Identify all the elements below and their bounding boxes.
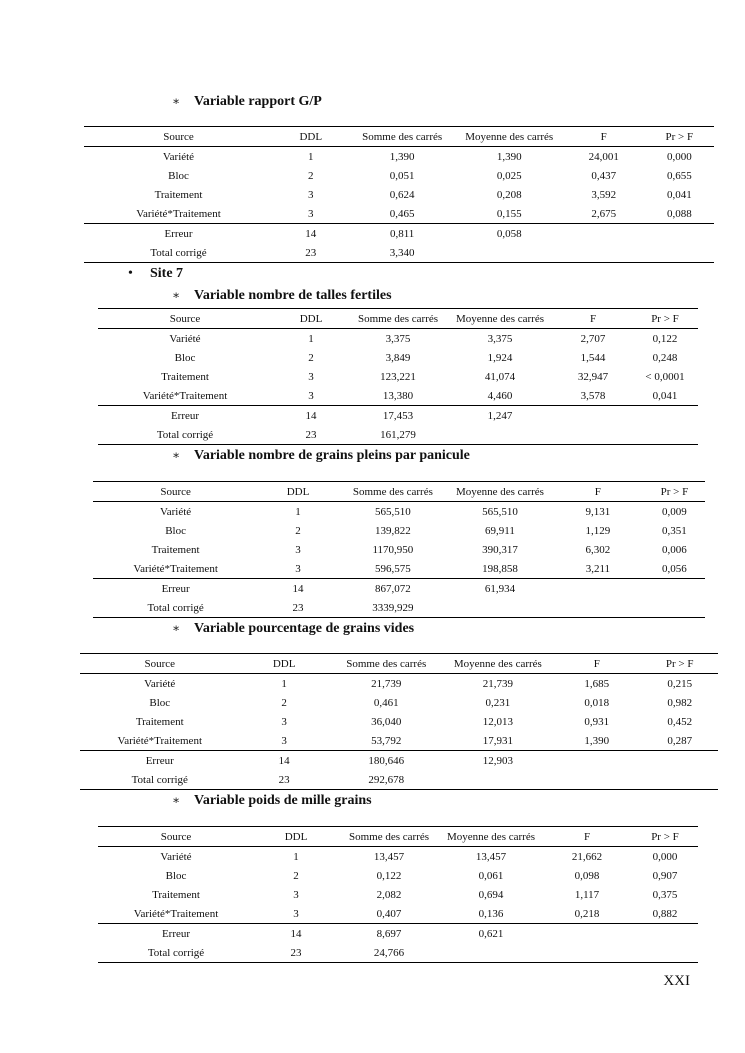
table-cell: 0,375 xyxy=(652,888,678,901)
table-cell: 3 xyxy=(254,904,338,924)
table-cell: 2 xyxy=(308,351,314,364)
table-cell: 0,136 xyxy=(440,904,542,924)
table-cell: Erreur xyxy=(170,409,200,422)
table-cell: 0,041 xyxy=(632,386,698,406)
table-row xyxy=(80,693,718,712)
table-row xyxy=(84,243,714,263)
table-cell: 0,811 xyxy=(389,227,415,240)
table-cell: 14 xyxy=(292,582,304,595)
table-row xyxy=(98,904,698,924)
column-header: Source xyxy=(93,482,258,502)
table-cell: 14 xyxy=(290,927,302,940)
table-cell: 0,437 xyxy=(591,169,617,182)
table-cell: Bloc xyxy=(174,351,196,364)
column-header: Somme des carrés xyxy=(338,827,440,847)
anova-table xyxy=(80,653,718,790)
table-row xyxy=(80,751,718,771)
table-cell: Erreur xyxy=(161,927,191,940)
section-heading xyxy=(172,288,392,304)
column-header: Pr > F xyxy=(632,309,698,329)
column-header: Pr > F xyxy=(645,127,714,147)
column-header: Moyenne des carrés xyxy=(446,309,554,329)
table-cell: Total corrigé xyxy=(93,598,258,618)
table-row xyxy=(93,502,705,522)
site-label: Site 7 xyxy=(150,266,184,281)
column-header: DDL xyxy=(272,309,350,329)
table-header-row xyxy=(84,127,714,147)
table-cell: 13,380 xyxy=(350,386,446,406)
table-cell: 123,221 xyxy=(380,370,416,383)
table-cell: Variété xyxy=(160,505,192,518)
table-cell: Total corrigé xyxy=(80,770,240,790)
table-cell: 3,211 xyxy=(552,559,644,579)
table-cell xyxy=(542,924,632,944)
table-row xyxy=(98,943,698,963)
column-header: Source xyxy=(80,654,240,674)
column-header: F xyxy=(542,827,632,847)
section-heading xyxy=(172,793,372,809)
table-cell: 1 xyxy=(308,150,314,163)
column-header: Somme des carrés xyxy=(329,654,444,674)
site-heading xyxy=(128,266,183,282)
table-cell: Variété*Traitement xyxy=(80,731,240,751)
section-title: Variable nombre de talles fertiles xyxy=(194,288,392,303)
table-cell: Total corrigé xyxy=(98,425,272,445)
table-cell xyxy=(554,406,632,426)
table-cell: 36,040 xyxy=(371,715,402,728)
table-cell: Variété xyxy=(160,850,192,863)
table-row xyxy=(98,386,698,406)
table-cell: 3 xyxy=(308,370,314,383)
table-row xyxy=(84,185,714,204)
asterisk-bullet-icon: ∗ xyxy=(172,94,181,108)
table-cell: 0,061 xyxy=(478,869,504,882)
column-header: Moyenne des carrés xyxy=(448,482,552,502)
anova-table xyxy=(98,826,698,963)
table-cell: 23 xyxy=(254,943,338,963)
table-cell: Bloc xyxy=(165,869,187,882)
column-header: Somme des carrés xyxy=(338,482,448,502)
table-cell: 21,739 xyxy=(482,677,513,690)
column-header: Moyenne des carrés xyxy=(456,127,563,147)
table-cell: < 0,0001 xyxy=(645,370,685,383)
table-cell: 3 xyxy=(295,543,301,556)
table-cell: 23 xyxy=(240,770,329,790)
table-cell: 0,351 xyxy=(662,524,687,537)
table-cell: 390,317 xyxy=(482,543,518,556)
table-cell: 292,678 xyxy=(329,770,444,790)
table-row xyxy=(93,559,705,579)
table-cell: Erreur xyxy=(164,227,193,240)
table-header-row xyxy=(98,309,698,329)
table-cell: Bloc xyxy=(168,169,189,182)
table-row xyxy=(84,204,714,224)
table-row xyxy=(98,329,698,349)
table-cell: 198,858 xyxy=(448,559,552,579)
table-cell: 13,457 xyxy=(373,850,405,863)
table-cell: 1,390 xyxy=(389,150,415,163)
table-row xyxy=(98,367,698,386)
table-cell: Variété*Traitement xyxy=(93,559,258,579)
table-cell xyxy=(542,943,632,963)
table-cell: 12,903 xyxy=(482,754,513,767)
table-cell xyxy=(552,579,644,599)
table-cell: Total corrigé xyxy=(98,943,254,963)
column-header: Somme des carrés xyxy=(349,127,456,147)
table-cell: 2,707 xyxy=(580,332,606,345)
table-cell: Traitement xyxy=(151,543,200,556)
table-cell xyxy=(554,425,632,445)
table-cell: 2 xyxy=(295,524,301,537)
table-cell xyxy=(644,579,705,599)
column-header: DDL xyxy=(273,127,349,147)
table-cell: 2,082 xyxy=(376,888,402,901)
table-cell: 6,302 xyxy=(585,543,611,556)
table-cell xyxy=(456,243,563,263)
table-cell xyxy=(552,770,641,790)
table-cell xyxy=(632,924,698,944)
table-cell xyxy=(563,243,645,263)
table-cell xyxy=(632,425,698,445)
table-cell: 3 xyxy=(273,204,349,224)
table-cell: 2 xyxy=(281,696,287,709)
column-header: F xyxy=(554,309,632,329)
anova-table xyxy=(93,481,705,618)
table-cell xyxy=(644,598,705,618)
column-header: Moyenne des carrés xyxy=(444,654,552,674)
table-cell: Erreur xyxy=(161,582,190,595)
section-title: Variable nombre de grains pleins par panicule xyxy=(194,448,470,463)
table-row xyxy=(93,579,705,599)
table-header-row xyxy=(98,827,698,847)
section-heading xyxy=(172,448,470,464)
table-cell: 3 xyxy=(308,188,314,201)
table-cell: 1,685 xyxy=(584,677,610,690)
table-cell: 565,510 xyxy=(374,505,411,518)
table-cell: 3 xyxy=(281,715,287,728)
table-cell: 2 xyxy=(293,869,299,882)
table-cell: Traitement xyxy=(154,188,203,201)
section-title: Variable rapport G/P xyxy=(194,94,322,109)
column-header: Moyenne des carrés xyxy=(440,827,542,847)
table-cell: 565,510 xyxy=(482,505,518,518)
table-cell: 0,006 xyxy=(662,543,687,556)
table-cell: Traitement xyxy=(152,888,200,901)
column-header: Source xyxy=(98,309,272,329)
table-cell: Variété*Traitement xyxy=(98,904,254,924)
table-row xyxy=(98,866,698,885)
table-cell: 21,739 xyxy=(371,677,402,690)
table-cell: 53,792 xyxy=(329,731,444,751)
table-cell: 3,375 xyxy=(385,332,411,345)
table-cell: 1 xyxy=(308,332,314,345)
table-cell: 3,592 xyxy=(591,188,617,201)
table-row xyxy=(80,731,718,751)
table-cell: 61,934 xyxy=(484,582,516,595)
table-cell xyxy=(552,598,644,618)
table-cell: 1,924 xyxy=(487,351,513,364)
table-row xyxy=(80,770,718,790)
table-cell: 1 xyxy=(281,677,287,690)
table-cell: 1 xyxy=(293,850,299,863)
table-row xyxy=(98,885,698,904)
table-cell: 0,155 xyxy=(456,204,563,224)
table-cell: 0,208 xyxy=(496,188,522,201)
table-cell: 0,058 xyxy=(496,227,522,240)
table-cell: Variété*Traitement xyxy=(84,204,273,224)
table-row xyxy=(93,521,705,540)
table-cell: 161,279 xyxy=(350,425,446,445)
column-header: DDL xyxy=(254,827,338,847)
table-cell: Variété xyxy=(162,150,195,163)
column-header: Somme des carrés xyxy=(350,309,446,329)
table-cell: 139,822 xyxy=(374,524,411,537)
table-cell: 0,621 xyxy=(478,927,504,940)
table-cell: 0,009 xyxy=(662,505,687,518)
table-cell: Traitement xyxy=(161,370,209,383)
table-cell: 0,025 xyxy=(496,169,522,182)
section-heading xyxy=(172,621,414,637)
table-cell: 180,646 xyxy=(368,754,405,767)
table-cell: 3 xyxy=(293,888,299,901)
table-cell: 0,215 xyxy=(667,677,693,690)
table-cell: 0,931 xyxy=(584,715,610,728)
table-cell: 4,460 xyxy=(446,386,554,406)
table-cell: 0,287 xyxy=(641,731,718,751)
column-header: Pr > F xyxy=(644,482,705,502)
table-cell: 0,982 xyxy=(667,696,693,709)
table-cell: 1170,950 xyxy=(372,543,414,556)
table-cell: 0,694 xyxy=(478,888,504,901)
table-cell xyxy=(641,751,718,771)
page-number: XXI xyxy=(663,973,690,989)
table-cell: Total corrigé xyxy=(84,243,273,263)
table-row xyxy=(98,406,698,426)
column-header: F xyxy=(563,127,645,147)
table-cell: Variété xyxy=(169,332,201,345)
column-header: F xyxy=(552,482,644,502)
table-cell: 1,390 xyxy=(496,150,522,163)
table-cell: 0,407 xyxy=(338,904,440,924)
table-cell: 0,000 xyxy=(652,850,678,863)
table-cell: 3339,929 xyxy=(338,598,448,618)
column-header: DDL xyxy=(258,482,338,502)
table-cell: 13,457 xyxy=(475,850,507,863)
asterisk-bullet-icon: ∗ xyxy=(172,448,181,462)
asterisk-bullet-icon: ∗ xyxy=(172,621,181,635)
table-cell: 0,218 xyxy=(542,904,632,924)
table-cell xyxy=(444,770,552,790)
section-title: Variable pourcentage de grains vides xyxy=(194,621,415,636)
table-cell: 9,131 xyxy=(585,505,611,518)
table-cell: 0,056 xyxy=(644,559,705,579)
table-cell: 32,947 xyxy=(577,370,609,383)
table-cell: 1,390 xyxy=(552,731,641,751)
table-cell: 0,122 xyxy=(652,332,678,345)
table-cell: 24,001 xyxy=(588,150,619,163)
table-cell: 0,051 xyxy=(389,169,415,182)
table-cell: 867,072 xyxy=(374,582,411,595)
column-header: Pr > F xyxy=(641,654,718,674)
table-cell: 1,247 xyxy=(487,409,513,422)
table-cell: 0,122 xyxy=(376,869,402,882)
table-row xyxy=(84,224,714,244)
table-cell: Bloc xyxy=(149,696,171,709)
table-cell: 23 xyxy=(273,243,349,263)
table-cell: Variété*Traitement xyxy=(98,386,272,406)
table-cell: 0,624 xyxy=(389,188,415,201)
table-row xyxy=(98,425,698,445)
column-header: Source xyxy=(84,127,273,147)
table-cell: 24,766 xyxy=(338,943,440,963)
table-cell: 0,018 xyxy=(584,696,610,709)
column-header: DDL xyxy=(240,654,329,674)
table-cell: 1 xyxy=(295,505,301,518)
bullet-icon: • xyxy=(128,266,133,281)
table-cell xyxy=(641,770,718,790)
table-cell xyxy=(446,425,554,445)
table-cell: 3 xyxy=(240,731,329,751)
table-cell: 0,041 xyxy=(666,188,692,201)
table-cell: 0,000 xyxy=(666,150,692,163)
table-cell xyxy=(645,224,714,244)
table-cell: 0,248 xyxy=(652,351,678,364)
table-row xyxy=(98,847,698,867)
table-cell: 0,231 xyxy=(485,696,511,709)
table-cell xyxy=(645,243,714,263)
table-cell xyxy=(563,224,645,244)
table-cell: 23 xyxy=(258,598,338,618)
anova-table xyxy=(98,308,698,445)
table-cell: 21,662 xyxy=(571,850,603,863)
table-cell: 69,911 xyxy=(485,524,515,537)
table-cell: 0,461 xyxy=(373,696,399,709)
table-cell: 23 xyxy=(272,425,350,445)
table-cell: 0,882 xyxy=(632,904,698,924)
table-cell: 41,074 xyxy=(484,370,516,383)
table-cell: 2,675 xyxy=(563,204,645,224)
table-row xyxy=(93,598,705,618)
column-header: Source xyxy=(98,827,254,847)
table-row xyxy=(84,147,714,167)
table-cell: 0,907 xyxy=(652,869,678,882)
table-cell: 3 xyxy=(258,559,338,579)
table-cell: 0,452 xyxy=(667,715,693,728)
table-row xyxy=(93,540,705,559)
table-cell: 2 xyxy=(308,169,314,182)
table-row xyxy=(98,924,698,944)
table-cell: 0,655 xyxy=(666,169,692,182)
table-cell: 14 xyxy=(305,409,317,422)
table-header-row xyxy=(80,654,718,674)
table-cell: Traitement xyxy=(135,715,184,728)
table-cell: Bloc xyxy=(165,524,186,537)
table-cell: 17,453 xyxy=(382,409,414,422)
anova-table xyxy=(84,126,714,263)
table-cell: 14 xyxy=(278,754,290,767)
table-cell: 3,375 xyxy=(487,332,513,345)
table-cell: 3,578 xyxy=(554,386,632,406)
asterisk-bullet-icon: ∗ xyxy=(172,793,181,807)
table-row xyxy=(80,674,718,694)
table-cell: 0,098 xyxy=(574,869,600,882)
table-row xyxy=(98,348,698,367)
table-cell xyxy=(448,598,552,618)
table-cell: 1,129 xyxy=(585,524,611,537)
table-cell: 17,931 xyxy=(444,731,552,751)
table-cell xyxy=(632,406,698,426)
table-cell: 1,117 xyxy=(574,888,600,901)
table-cell: 8,697 xyxy=(376,927,402,940)
table-cell: 0,088 xyxy=(645,204,714,224)
table-cell: Erreur xyxy=(145,754,174,767)
column-header: Pr > F xyxy=(632,827,698,847)
table-cell: 3 xyxy=(272,386,350,406)
column-header: F xyxy=(552,654,641,674)
table-cell: 14 xyxy=(305,227,317,240)
table-row xyxy=(84,166,714,185)
table-cell: Variété xyxy=(144,677,176,690)
asterisk-bullet-icon: ∗ xyxy=(172,288,181,302)
table-cell: 1,544 xyxy=(580,351,606,364)
table-cell: 3,849 xyxy=(385,351,411,364)
table-cell: 596,575 xyxy=(338,559,448,579)
table-cell xyxy=(632,943,698,963)
section-heading xyxy=(172,94,322,110)
table-row xyxy=(80,712,718,731)
table-cell: 3,340 xyxy=(349,243,456,263)
table-header-row xyxy=(93,482,705,502)
table-cell: 12,013 xyxy=(482,715,513,728)
table-cell: 0,465 xyxy=(349,204,456,224)
section-title: Variable poids de mille grains xyxy=(194,793,372,808)
table-cell xyxy=(440,943,542,963)
table-cell xyxy=(552,751,641,771)
